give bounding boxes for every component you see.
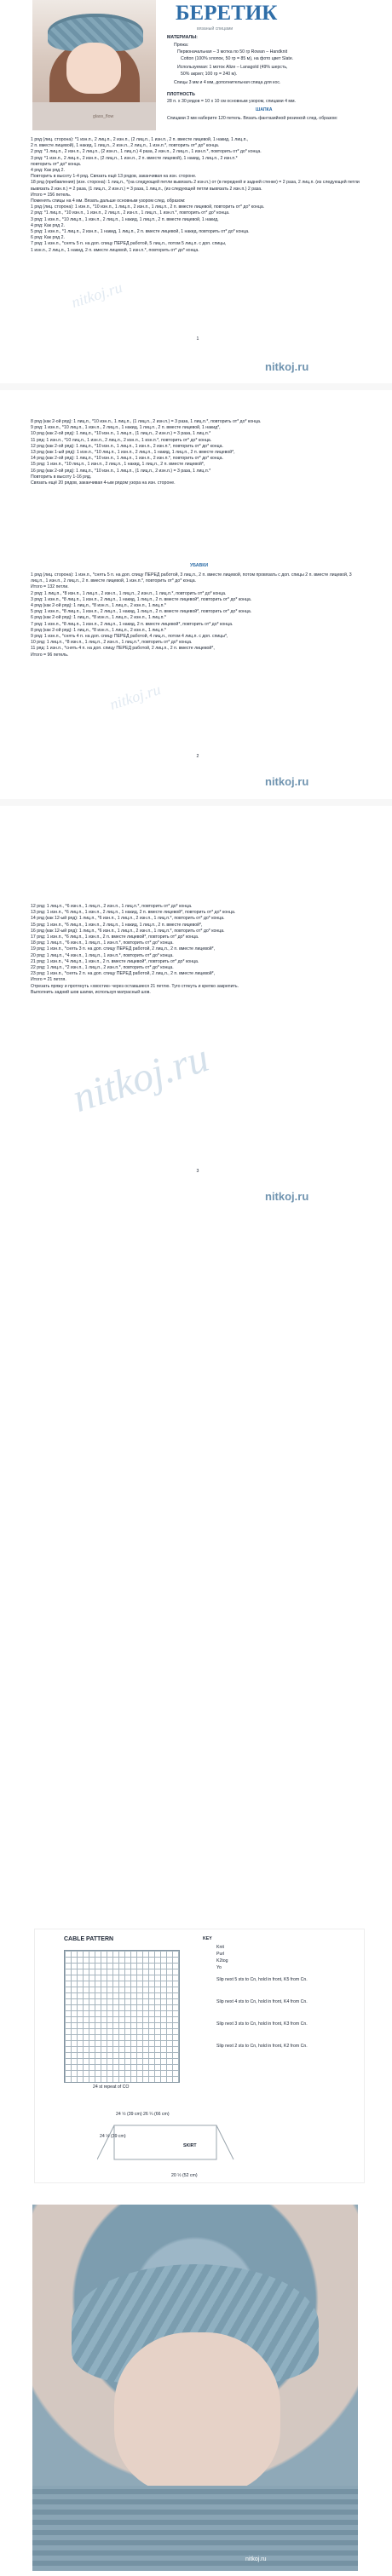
pattern-line: 6 ряд: Как ряд 2. — [31, 235, 65, 241]
page-mark-2: 2 — [196, 754, 199, 759]
watermark-text-3: nitkoj.ru — [66, 1034, 215, 1122]
dimension-label: 24 ½ (39 cm) 26 ¼ (66 cm) — [116, 2112, 170, 2117]
pattern-line: 5 ряд: 1 изн.п., *1 лиц.п., 2 изн.п., 1 накид, 1 лиц.п., 2 п. вместе лицевой, 1 накид, повторить от* до* конца. — [31, 229, 250, 235]
pattern-line: 21 ряд: 1 изн.п., *4 лиц.п., 1 изн.п., 2 п. вместе лицевой*, повторить от* до* конца. — [31, 958, 199, 964]
pattern-line: Поменять спицы на 4 мм. Вязать дальше основным узором след. образом: — [31, 198, 186, 204]
pattern-line: 1 ряд (лиц. сторона): *1 изн.п., 2 лиц.п., 2 изн.п., (2 лиц.п., 1 изн.п., 2 п. вместе лицевой, 1 накид, 1 лиц.п., — [31, 137, 249, 142]
pattern-line: 8 ряд (как 2-ой ряд): 1 лиц.п., *8 изн.п., 1 лиц.п., 2 изн.п., 1 лиц.п.* — [31, 627, 166, 633]
pattern-line: 11 ряд: 1 изн.п., *10 лиц.п., 1 изн.п., 2 лиц.п., 2 изн.п., 1 изн.п.*, повторить от* до* конца. — [31, 437, 212, 443]
pattern-line: 13 ряд: 1 изн.п., *6 лиц.п., 1 изн.п., 2 лиц.п., 1 накид, 2 п. вместе лицевой*, повторить от* до* конца. — [31, 910, 236, 916]
pattern-line: 12 ряд (как 2-ой ряд): 1 лиц.п., *10 изн.п., 1 лиц.п., 1 изн.п., 2 изн.п.*, повторить от* до* конца. — [31, 443, 223, 449]
pattern-line: 17 ряд: 1 изн.п., *6 лиц.п., 1 изн.п., 2 п. вместе лицевой*, повторить от* до* конца. — [31, 934, 199, 940]
hat-section-intro: Спицами 3 мм наберите 120 петель. Вязать фантазийной резинкой след. образом: — [167, 116, 338, 121]
pattern-block-2 — [31, 419, 365, 486]
site-label-3: nitkoj.ru — [265, 1190, 309, 1203]
pattern-line: 1 ряд (лиц. сторона): 1 изн.п., *снять 5 п. на доп. спицу ПЕРЕД работой, 3 лиц.п., 2 п. вместе лицевой, потом провязать с доп. спицы 2 п. вместе лицевой, 3 лиц.п., 1 изн.п., 2 лиц.п., 2 п. вместе лицевой, 1 изн.п.*, повторить от* до* конца. — [31, 572, 352, 584]
chart-title: CABLE PATTERN — [64, 1936, 114, 1942]
pattern-line: 15 ряд: 1 изн.п., *6 лиц.п., 1 изн.п., 2 лиц.п., 1 накид, 1 лиц.п., 2 п. вместе лицевой*, — [31, 922, 203, 928]
face-shape — [114, 2332, 280, 2494]
dimension-label: 24 ½ (39 cm) — [100, 2134, 126, 2139]
pattern-line: 15 ряд: 1 изн.п., *10 лиц.п., 1 изн.п., 2 лиц.п., 1 накид, 1 лиц.п., 2 п. вместе лицевой*, — [31, 462, 205, 468]
page-mark-1: 1 — [196, 336, 199, 342]
key-title: KEY — [203, 1936, 212, 1941]
page-title: БЕРЕТИК — [176, 2, 278, 25]
dimension-label: 20 ½ (52 cm) — [171, 2173, 198, 2178]
pattern-line: 14 ряд (как 12-ый ряд): 1 лиц.п., *6 изн.п., 1 лиц.п., 2 изн.п., 1 лиц.п.*, повторить от* до* конца. — [31, 916, 225, 922]
materials-yarn-line-1: Первоначальная – 3 мотка по 50 гр Rowan – Handknit — [177, 49, 288, 55]
site-label-1: nitkoj.ru — [265, 360, 309, 373]
key-item: K2tog — [216, 1958, 228, 1964]
pattern-line: 20 ряд: 1 лиц.п., *4 изн.п., 1 лиц.п., 1 изн.п.*, повторить от* до* конца. — [31, 952, 174, 958]
pattern-line: 16 ряд (как 12-ый ряд): 1 лиц.п., *6 изн.п., 1 лиц.п., 2 изн.п., 1 лиц.п.*, повторить от* до* конца. — [31, 928, 225, 934]
key-item: Slip next 5 sts to Cn, hold in front, K5 from Cn. — [216, 1977, 308, 1982]
pattern-line: Отрезать пряжу и протянуть «хвостик» через оставшиеся 21 петлю. Туго стянуть и крепко закрепить. — [31, 983, 239, 989]
key-item: Slip next 3 sts to Cn, hold in front, K3 from Cn. — [216, 2021, 308, 2027]
pattern-line: 2 ряд: *1 лиц.п., *10 изн.п., 1 изн.п., 2 лиц.п., 2 изн.п., 1 лиц.п., 1 изн.п.*, повторить от* до* конца. — [31, 210, 230, 216]
pattern-line: 1 ряд (лиц. сторона): 1 изн.п., *10 изн.п., 1 лиц.п., 2 изн.п., 1 лиц.п., 2 п. вместе лицевой, повторить от* до* конца. — [31, 204, 265, 210]
pattern-line: 12 ряд: 1 лиц.п., *6 изн.п., 1 лиц.п., 2 изн.п., 1 лиц.п.*, повторить от* до* конца. — [31, 904, 193, 909]
pattern-line: 11 ряд: 1 изн.п., *снять 4 п. на доп. спицу ПЕРЕД работой, 2 лиц.п., 2 п. вместе лицевой*, — [31, 646, 215, 652]
key-item: Slip next 4 sts to Cn, hold in front, K4 from Cn. — [216, 1999, 308, 2004]
pattern-line: 1 изн.п., 2 лиц.п., 1 накид, 2 п. вместе лицевой, 1 изн.п.*, повторить от* до* конца. — [31, 247, 199, 253]
materials-needles: Спицы 3 мм и 4 мм, дополнительная спица для кос. — [174, 80, 281, 85]
watermark-text-1: nitkoj.ru — [69, 279, 124, 312]
materials-yarn-label: Пряжа: — [174, 43, 189, 48]
key-item: Slip next 2 sts to Cn, hold in front, K2 from Cn. — [216, 2044, 308, 2049]
chart-bottom-label: 24 st repeat of CO — [93, 2084, 130, 2090]
pattern-line: 14 ряд (как 2-ой ряд): 1 лиц.п., *10 изн.п., 1 лиц.п., 1 изн.п., 2 изн.п.*, повторить от* до* конца. — [31, 456, 223, 462]
pattern-line: 2 п. вместе лицевой), 1 накид, 1 лиц.п., 2 изн.п., 2 лиц.п., 1 изн.п.*, повторить от* до* конца. — [31, 143, 220, 149]
pattern-line: Итого = 132 петли. — [31, 584, 69, 590]
page-mark-3: 3 — [196, 1169, 199, 1174]
pattern-line: повторить от* до* конца. — [31, 161, 82, 167]
photo-signature: glass_flow — [93, 114, 114, 119]
pattern-line: 9 ряд: 1 изн.п., *снять 4 п. на доп. спицу ПЕРЕД работой, 4 лиц.п., потом 4 лиц.п. с доп. спицы*, — [31, 634, 228, 640]
pattern-line: 10 ряд (как 2-ой ряд): 1 лиц.п., *10 изн.п., 1 лиц.п., (1 лиц.п., 2 изн.п.) = 3 раза, 1 лиц.п.* — [31, 431, 211, 437]
pattern-line: 18 ряд: 1 лиц.п., *6 изн.п., 1 лиц.п., 1 изн.п.*, повторить от* до* конца. — [31, 940, 174, 946]
materials-yarn-line-4: 50% акрил; 100 гр = 240 м). — [181, 72, 238, 77]
pattern-line: 22 ряд: 1 лиц.п., *2 изн.п., 1 лиц.п., 2 изн.п.*, повторить от* до* конца. — [31, 965, 174, 971]
pattern-line: 23 ряд: 1 изн.п., *снять 2 п. на доп. спицу ПЕРЕД работой, 2 лиц.п., 2 п. вместе лицевой*, — [31, 971, 216, 977]
cable-chart-grid — [64, 1950, 180, 2083]
key-item: Purl — [216, 1952, 225, 1957]
site-label-2: nitkoj.ru — [265, 775, 309, 788]
page-subtitle: вязаный спицами — [197, 26, 233, 32]
pattern-line: 7 ряд: 1 изн.п., *снять 5 п. на доп. спицу ПЕРЕД работой, 5 лиц.п., потом 5 лиц.п. с доп. спицы, — [31, 241, 227, 247]
pattern-line: Повторить в высоту 1-4 ряд. Связать ещё 13 рядов, заканчивая на изн. стороне. — [31, 174, 197, 180]
pattern-line: 18 ряд (прибавления) (изн. сторона): 1 лиц.п., *(на следующей петли вывязать 2 изн.п.) от (в передней и задней стенке) = 2 раза, 2 лиц.п. (из следующей петли вывязать 2 изн.п.) = 2 раза, (1 лиц.п., 2 изн.п.) = 3 раза, 1 лиц.п., (из следующей петли вывязать 2 изн.п.) 2 раза. — [31, 180, 360, 192]
skirt-diagram — [97, 2112, 259, 2175]
materials-heading: МАТЕРИАЛЫ: — [167, 35, 198, 40]
decrease-heading: УБАВКИ — [190, 563, 209, 568]
pattern-line: 2 ряд: *1 лиц.п., 2 изн.п., 2 лиц.п., (2 изн.п., 1 лиц.п.) 4 раза, 2 изн.п., 2 лиц.п., 1 изн.п.*, повторить от* до* конца. — [31, 149, 262, 155]
pattern-line: 4 ряд: Как ряд 2. — [31, 222, 65, 228]
materials-yarn-line-2: Cotton (100% хлопок, 50 гр = 85 м), на фото цвет Slate. — [181, 56, 294, 61]
pattern-line: 19 ряд: 1 изн.п., *снять 3 п. на доп. спицу ПЕРЕД работой, 2 лиц.п., 2 п. вместе лицевой*, — [31, 946, 216, 952]
pattern-line: Итого = 21 петля. — [31, 977, 66, 983]
photo-copyright: nitkoj.ru — [245, 2556, 267, 2562]
key-item: Yo — [216, 1965, 222, 1970]
pattern-line: Повторить в высоту 1-16 ряд. — [31, 474, 92, 480]
pattern-line: 3 ряд: 1 изн.п., *8 лиц.п., 1 изн.п., 2 лиц.п., 1 накид, 1 лиц.п., 2 п. вместе лицевой*, повторить от* до* конца. — [31, 596, 252, 602]
key-item: Knit — [216, 1945, 224, 1950]
face-shape — [66, 43, 121, 94]
pattern-line: 8 ряд (как 2-ой ряд): 1 лиц.п., *10 изн.п., 1 лиц.п., (1 лиц.п., 2 изн.п.) = 3 раза, 1 лиц.п.*, повторить от* до* конца. — [31, 419, 262, 424]
pattern-line: 5 ряд: 1 изн.п., *8 лиц.п., 1 изн.п., 2 лиц.п., 1 накид, 1 лиц.п., 2 п. вместе лицевой*, повторить от* до* конца. — [31, 609, 252, 615]
density-heading: ПЛОТНОСТЬ — [167, 92, 195, 97]
page-separator — [0, 383, 392, 390]
cable-chart-panel — [34, 1929, 365, 2183]
watermark-text-2: nitkoj.ru — [107, 681, 163, 714]
density-text: 28 п. х 30 рядов = 10 х 10 см основным узором, спицами 4 мм. — [167, 99, 296, 104]
pattern-line: Итого = 96 петель. — [31, 652, 69, 658]
pattern-block-4 — [31, 904, 365, 996]
pattern-line: 7 ряд: 1 изн.п., *8 лиц.п., 1 изн.п., 2 лиц.п., 1 накид, 2 п. вместе лицевой*, повторить от* до* конца. — [31, 621, 233, 627]
pattern-line: 3 ряд: *1 изн.п., 2 лиц.п., 2 изн.п., (2 лиц.п., 1 изн.п., 2 п. вместе лицевой), 1 накид, 1 лиц.п., 2 изн.п.* — [31, 155, 238, 161]
pattern-line: 13 ряд (как 1-ый ряд): 1 изн.п., *10 лиц.п., 1 изн.п., 2 лиц.п., 1 накид, 1 лиц.п., 2 п. вместе лицевой*, — [31, 450, 235, 456]
hat-photo-bottom — [32, 2205, 358, 2571]
pattern-line: Итого = 156 петель. — [31, 192, 72, 198]
pattern-line: Выполнить задний шов шапки, используя матрасный шов. — [31, 989, 151, 995]
pattern-line: 6 ряд (как 2-ой ряд): 1 лиц.п., *8 изн.п., 1 лиц.п., 2 изн.п., 1 лиц.п.* — [31, 615, 166, 621]
pattern-line: 2 ряд: 1 лиц.п., *8 изн.п., 1 лиц.п., 2 изн.п., 1 лиц.п., 2 изн.п., 1 лиц.п.*, повторить от* до* конца. — [31, 590, 227, 596]
hat-photo-top — [32, 0, 156, 130]
pattern-line: 4 ряд: Как ряд 2. — [31, 168, 65, 174]
pattern-line: 10 ряд: 1 лиц.п., *8 изн.п., 1 лиц.п., 2 изн.п., 1 лиц.п.*, повторить от* до* конца. — [31, 640, 193, 646]
pattern-line: 4 ряд (как 2-ой ряд): 1 лиц.п., *8 изн.п., 1 лиц.п., 2 изн.п., 1 лиц.п.* — [31, 603, 166, 609]
scarf-shape — [32, 2486, 358, 2571]
dimension-label: SKIRT — [183, 2143, 197, 2148]
materials-yarn-line-3: Используемая: 1 моток Alize – Lanagold (49% шерсть, — [177, 65, 288, 70]
pattern-line: 16 ряд (как 2-ой ряд): 1 лиц.п., *10 изн.п., 1 лиц.п., (1 лиц.п., 2 изн.п.) = 3 раза, 1 лиц.п.* — [31, 468, 211, 474]
pattern-line: Связать ещё 20 рядов, заканчивая 4-ым рядом узора на изн. стороне. — [31, 480, 176, 486]
hat-section-heading: ШАПКА — [256, 107, 273, 112]
pattern-line: 9 ряд: 1 изн.п., *10 лиц.п., 1 изн.п., 2 лиц.п., 1 накид, 1 лиц.п., 2 п. вместе лицевой, 1 накид*, — [31, 425, 221, 431]
pattern-block-3 — [31, 572, 365, 658]
page-separator — [0, 799, 392, 806]
pattern-block-1 — [31, 137, 365, 254]
pattern-line: 3 ряд: 1 изн.п., *10 лиц.п., 1 изн.п., 2 лиц.п., 1 накид, 1 лиц.п., 2 п. вместе лицевой, 1 накид, — [31, 216, 219, 222]
